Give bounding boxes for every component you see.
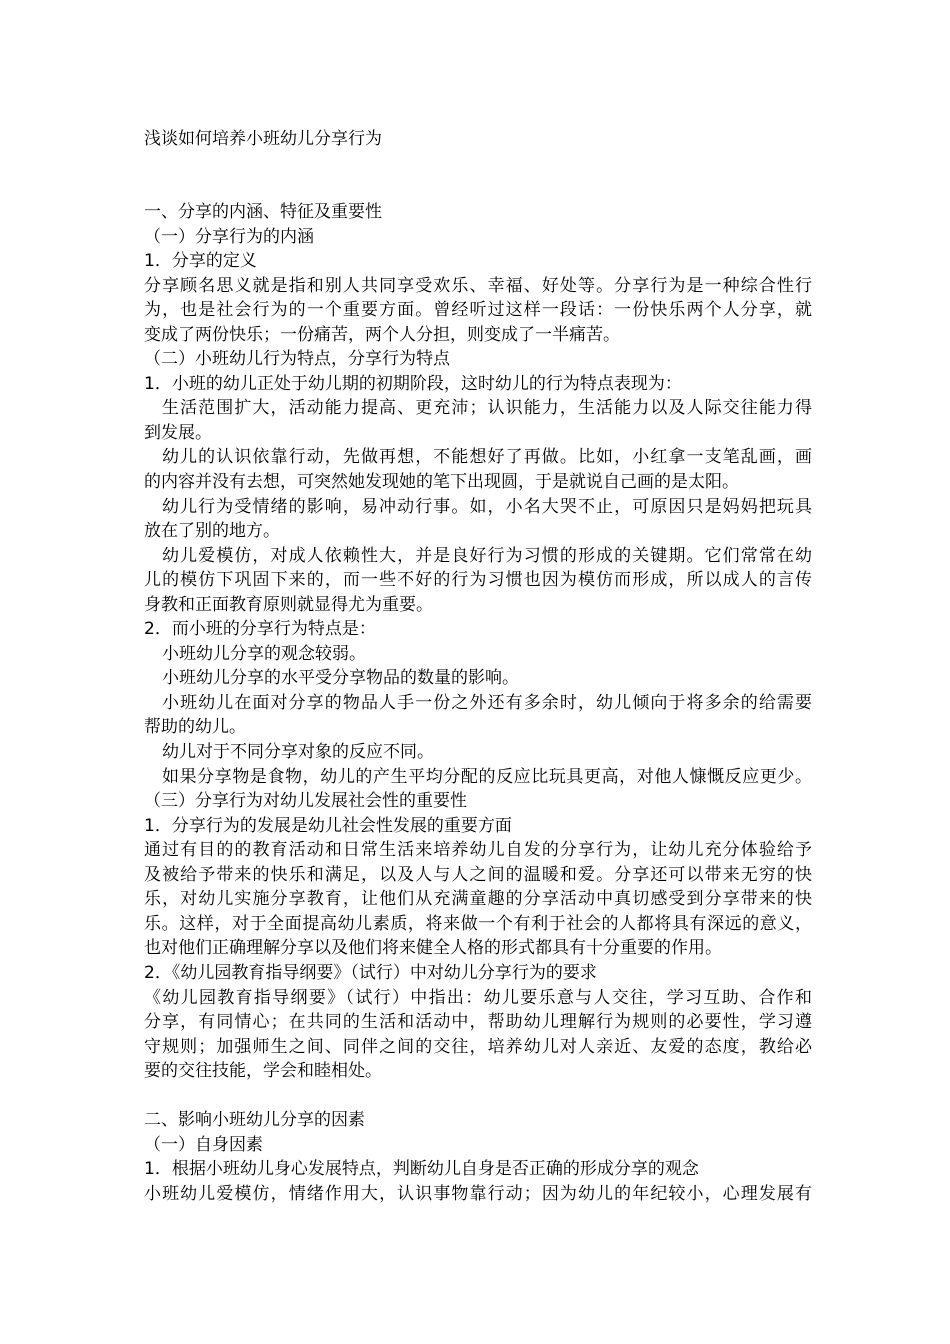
paragraph-line: 生活范围扩大，活动能力提高、更充沛；认识能力，生活能力以及人际交往能力得 [162,398,812,419]
paragraph-line: 的内容并没有去想，可突然她发现她的笔下出现圆，于是就说自己画的是太阳。 [144,472,739,493]
paragraph-line: 变成了两份快乐；一份痛苦，两个人分担，则变成了一半痛苦。 [144,324,620,345]
paragraph-line: 乐。这样，对于全面提高幼儿素质，将来做一个有利于社会的人都将具有深远的意义， [144,913,812,934]
subsection-heading: （一）自身因素 [144,1134,263,1155]
subsection-heading: （二）小班幼儿行为特点，分享行为特点 [144,349,450,370]
blank-line [144,1084,812,1109]
paragraph-line: 幼儿的认识依靠行动，先做再想，不能想好了再做。比如，小红拿一支笔乱画，画 [162,447,812,468]
document-title: 浅谈如何培养小班幼儿分享行为 [144,129,382,149]
paragraph-line: 如果分享物是食物，幼儿的产生平均分配的反应比玩具更高，对他人慷慨反应更少。 [162,766,812,787]
paragraph-line: 放在了别的地方。 [144,521,280,542]
section-heading: 二、影响小班幼儿分享的因素 [144,1110,365,1131]
paragraph-line: 分享顾名思义就是指和别人共同享受欢乐、幸福、好处等。分享行为是一种综合性行 [144,275,812,296]
item-heading: 1．分享行为的发展是幼儿社会性发展的重要方面 [144,815,512,836]
paragraph-line: 通过有目的的教育活动和日常生活来培养幼儿自发的分享行为，让幼儿充分体验给予 [144,840,812,861]
paragraph-line: 《幼儿园教育指导纲要》（试行）中指出：幼儿要乐意与人交往，学习互助、合作和 [144,987,812,1008]
paragraph-line: 小班幼儿爱模仿，情绪作用大，认识事物靠行动；因为幼儿的年纪较小，心理发展有 [144,1183,812,1204]
paragraph-line: 小班幼儿分享的水平受分享物品的数量的影响。 [162,668,519,689]
item-heading: 1．小班的幼儿正处于幼儿期的初期阶段，这时幼儿的行为特点表现为： [144,373,682,394]
paragraph-line: 儿的模仿下巩固下来的，而一些不好的行为习惯也因为模仿而形成，所以成人的言传 [144,570,812,591]
subsection-heading: （三）分享行为对幼儿发展社会性的重要性 [144,791,467,812]
paragraph-line: 为，也是社会行为的一个重要方面。曾经听过这样一段话：一份快乐两个人分享，就 [144,300,812,321]
paragraph-line: 幼儿对于不同分享对象的反应不同。 [162,742,434,763]
paragraph-line: 幼儿行为受情绪的影响，易冲动行事。如，小名大哭不止，可原因只是妈妈把玩具 [162,496,812,517]
paragraph-line: 分享，有同情心；在共同的生活和活动中，帮助幼儿理解行为规则的必要性，学习遵 [144,1012,812,1033]
item-heading: 2．《幼儿园教育指导纲要》（试行）中对幼儿分享行为的要求 [144,962,597,983]
section-heading: 一、分享的内涵、特征及重要性 [144,202,382,222]
item-heading: 1．分享的定义 [144,251,257,272]
paragraph-line: 身教和正面教育原则就显得尤为重要。 [144,594,433,615]
paragraph-line: 要的交往技能，学会和睦相处。 [144,1061,382,1082]
item-heading: 1．根据小班幼儿身心发展特点，判断幼儿自身是否正确的形成分享的观念 [144,1159,699,1180]
item-heading: 2．而小班的分享行为特点是： [144,619,376,640]
paragraph-line: 乐，对幼儿实施分享教育，让他们从充满童趣的分享活动中真切感受到分享带来的快 [144,889,812,910]
paragraph-line: 守规则；加强师生之间、同伴之间的交往，培养幼儿对人亲近、友爱的态度，教给必 [144,1036,812,1057]
paragraph-line: 小班幼儿分享的观念较弱。 [162,643,366,664]
document-body [144,200,812,1206]
paragraph-line: 小班幼儿在面对分享的物品人手一份之外还有多余时，幼儿倾向于将多余的给需要 [162,692,812,713]
paragraph-line: 幼儿爱模仿，对成人依赖性大，并是良好行为习惯的形成的关键期。它们常常在幼 [162,545,812,566]
paragraph-line: 也对他们正确理解分享以及他们将来健全人格的形式都具有十分重要的作用。 [144,938,722,959]
paragraph-line: 到发展。 [144,422,212,443]
paragraph-line: 帮助的幼儿。 [144,717,246,738]
paragraph-line: 及被给予带来的快乐和满足，以及人与人之间的温暖和爱。分享还可以带来无穷的快 [144,864,812,885]
subsection-heading: （一）分享行为的内涵 [144,226,314,247]
